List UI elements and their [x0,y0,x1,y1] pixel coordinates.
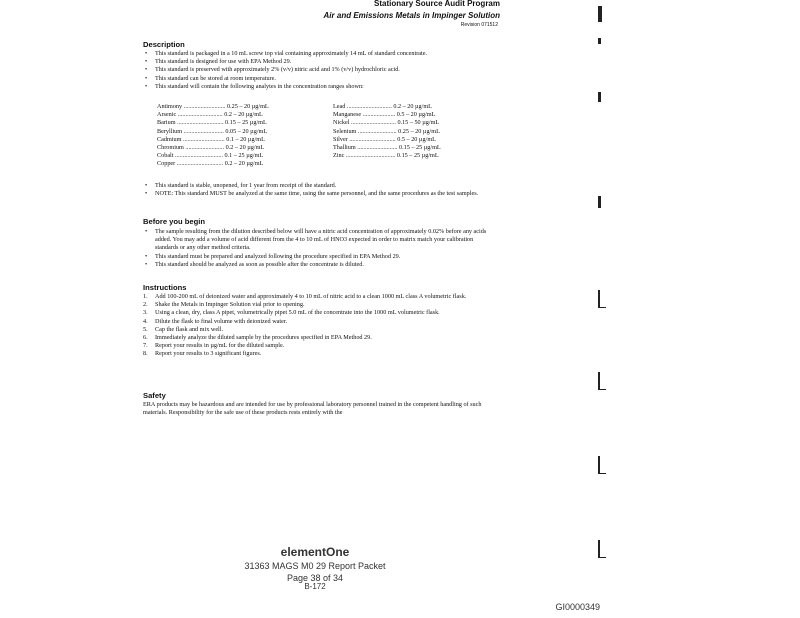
safety-text: ERA products may be hazardous and are intended for use by professional laboratory personnel trained in the competent handling of such materials. Responsibility for the safe use of these products rests entirely with the [143,401,482,417]
list-item: 4. Dilute the flask to final volume with deionized water. [143,317,288,325]
analyte-row: Cobalt ............................... 0.1 – 25 µg/mL [157,152,264,160]
header-revision: Revision 071512 [460,22,498,28]
list-item: • The sample resulting from the dilution described below will have a nitric acid concentration of approximately 0.02% before any acids added. You may add a volume of acid different from the 4 to 10 mL of HNO3 expected in order to matrix match your calibration standards or any other method criteria. [143,228,498,253]
analyte-row: Barium .............................. 0.15 – 25 µg/mL [157,119,267,127]
analyte-row: Thallium .......................... 0.15 – 25 µg/mL [333,144,441,152]
header-title-1: Stationary Source Audit Program [374,0,500,8]
list-item: • This standard can be stored at room temperature. [143,75,503,83]
list-item: • This standard will contain the following analytes in the concentration ranges shown: [143,83,503,91]
list-item: 3. Using a clean, dry, class A pipet, volumetrically pipet 5.0 mL of the concentrate into the 1000 mL volumetric flask. [143,309,440,317]
analyte-row: Selenium ......................... 0.25 – 20 µg/mL [333,127,440,135]
description-bullets [143,50,503,91]
analyte-row: Arsenic ............................. 0.2 – 20 µg/mL [157,111,263,119]
list-item: • This standard is designed for use with EPA Method 29. [143,58,503,66]
analytes-right-column [333,103,493,160]
header-title-2: Air and Emissions Metals in Impinger Solution [323,11,500,20]
analyte-row: Beryllium .......................... 0.05 – 20 µg/mL [157,127,268,135]
list-item: • This standard is packaged in a 10 mL screw top vial containing approximately 14 mL of standard concentrate. [143,50,503,58]
list-item: 7. Report your results in µg/mL for the diluted sample. [143,342,285,350]
report-packet-label: 31363 MAGS M0 29 Report Packet [244,561,386,571]
analyte-row: Manganese ..................... 0.5 – 20 µg/mL [333,111,436,119]
safety-heading: Safety [143,391,166,400]
before-heading: Before you begin [143,217,206,226]
brand-logo-text: elementOne [280,545,350,559]
analyte-row: Silver .............................. 0.5 – 20 µg/mL [333,135,436,143]
list-item: • This standard is preserved with approximately 2% (v/v) nitric acid and 1% (v/v) hydrochloric acid. [143,66,503,74]
list-item: 1. Add 100-200 mL of deionized water and approximately 4 to 10 mL of nitric acid to a clean 1000 mL class A volumetric flask. [143,293,467,300]
bates-code: B-172 [304,582,326,591]
analyte-row: Zinc ................................ 0.15 – 25 µg/mL [333,152,439,160]
list-item: • NOTE: This standard MUST be analyzed at the same time, using the same personnel, and the same procedures as the test samples. [143,190,488,198]
analyte-row: Nickel ............................. 0.15 – 50 µg/mL [333,119,440,127]
analyte-row: Lead ............................. 0.2 – 20 µg/mL [333,103,432,110]
analyte-row: Chromium ......................... 0.2 – 20 µg/mL [157,144,265,152]
list-item: 2. Shake the Metals in Impinger Solution vial prior to opening. [143,301,305,309]
description-bullets-2 [143,182,488,198]
list-item: 8. Report your results to 3 significant figures. [143,350,262,358]
list-item: • This standard is stable, unopened, for 1 year from receipt of the standard. [143,182,488,190]
analytes-left-column [157,103,317,169]
list-item: • This standard should be analyzed as soon as possible after the concentrate is diluted. [143,261,498,269]
analyte-row: Antimony ........................... 0.25 – 20 µg/mL [157,103,269,110]
list-item: 6. Immediately analyze the diluted sample by the procedures specified in EPA Method 29. [143,334,372,342]
page-number: Page 38 of 34 [286,573,344,583]
list-item: 5. Cap the flask and mix well. [143,325,224,333]
instructions-heading: Instructions [143,283,187,292]
analyte-row: Cadmium ........................... 0.1 – 20 µg/mL [157,135,265,143]
before-bullets [143,228,498,269]
analyte-row: Copper .............................. 0.2 – 20 µg/mL [157,160,264,168]
instructions-steps [143,293,498,359]
document-id: GI0000349 [555,602,600,612]
list-item: • This standard must be prepared and analyzed following the procedure specified in EPA Method 29. [143,253,498,261]
description-heading: Description [143,40,185,49]
